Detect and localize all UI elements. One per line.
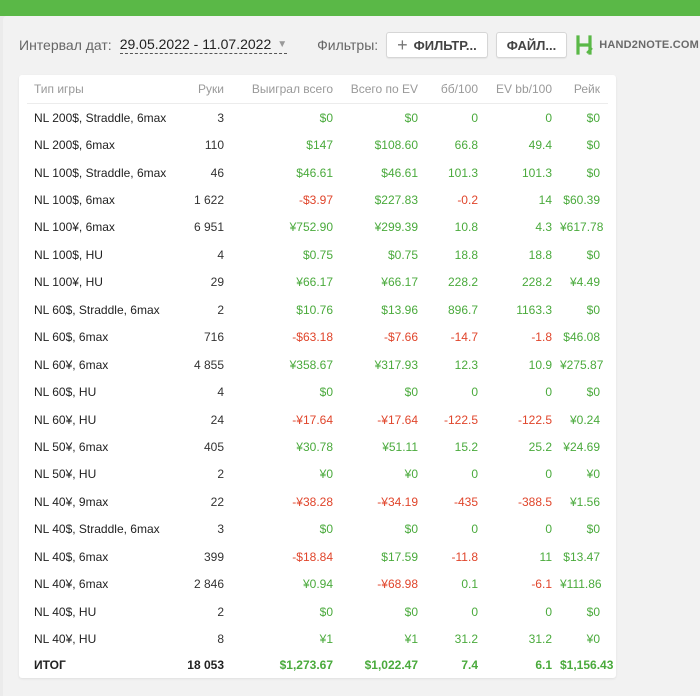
header-col-ev-total[interactable]: Всего по EV [341,75,426,104]
table-row[interactable] [27,516,608,543]
cell-col-ev-bb100: -6.1 [531,577,552,592]
cell-col-hands: 2 846 [193,577,224,592]
cell-col-hands: 3 [217,110,224,125]
cell-col-rake: $0 [586,302,600,317]
cell-col-game-type: NL 100¥, HU [34,275,103,290]
file-button[interactable] [496,32,567,58]
cell-col-won-total: $0 [319,604,333,619]
cell-col-hands: 1 622 [193,193,224,208]
cell-col-bb100: 0.1 [461,577,478,592]
stats-card [19,75,616,678]
total-col-won-total: $1,273.67 [279,657,333,672]
cell-col-hands: 24 [210,412,224,427]
cell-col-rake: ¥0 [586,467,600,482]
cell-col-game-type: NL 40¥, 6max [34,577,109,592]
cell-col-rake: ¥24.69 [563,439,600,454]
cell-col-rake: ¥0.24 [569,412,600,427]
cell-col-ev-total: $17.59 [381,549,418,564]
cell-col-rake: ¥0 [586,632,600,647]
cell-col-ev-bb100: -122.5 [517,412,552,427]
cell-col-game-type: NL 40$, HU [34,604,97,619]
cell-col-hands: 6 951 [193,220,224,235]
table-row[interactable] [27,296,608,323]
cell-col-game-type: NL 60¥, 6max [34,357,109,372]
table-total-row [27,653,608,677]
cell-col-won-total: ¥30.78 [296,439,333,454]
total-col-bb100: 7.4 [461,657,478,672]
cell-col-ev-bb100: 25.2 [528,439,552,454]
cell-col-won-total: -$3.97 [298,193,333,208]
cell-col-game-type: NL 60$, HU [34,385,97,400]
cell-col-ev-total: ¥1 [404,632,418,647]
cell-col-ev-total: $46.61 [381,165,418,180]
cell-col-bb100: 0 [471,604,478,619]
cell-col-ev-bb100: 11 [539,549,552,564]
cell-col-hands: 110 [204,138,224,153]
stats-table [27,75,614,677]
cell-col-ev-total: $0.75 [387,247,418,262]
cell-col-ev-total: -¥68.98 [377,577,418,592]
filter-bar [19,31,699,59]
table-header-row [27,75,608,104]
cell-col-rake: $0 [586,247,600,262]
cell-col-game-type: NL 40¥, 9max [34,494,109,509]
cell-col-ev-total: ¥66.17 [381,275,418,290]
cell-col-hands: 8 [217,632,224,647]
cell-col-ev-bb100: 14 [538,193,552,208]
cell-col-hands: 4 [217,385,224,400]
cell-col-bb100: -14.7 [450,330,478,345]
cell-col-bb100: 10.8 [454,220,478,235]
date-range-value: 29.05.2022 - 11.07.2022 [119,36,272,52]
cell-col-bb100: -11.8 [451,549,478,564]
table-row[interactable] [27,598,608,625]
cell-col-ev-bb100: -388.5 [517,494,552,509]
cell-col-won-total: ¥0.94 [302,577,333,592]
cell-col-game-type: NL 60¥, HU [34,412,97,427]
table-row[interactable] [27,324,608,351]
header-col-ev-bb100[interactable]: EV bb/100 [486,75,560,104]
cell-col-hands: 4 [217,247,224,262]
cell-col-ev-total: $0 [404,522,418,537]
cell-col-rake: ¥4.49 [569,275,600,290]
cell-col-ev-bb100: -1.8 [531,330,552,345]
filter-button[interactable] [386,32,488,58]
file-button-label: ФАЙЛ... [506,37,557,53]
cell-col-game-type: NL 100$, HU [34,247,103,262]
cell-col-game-type: NL 100¥, 6max [34,220,115,235]
filters-label: Фильтры: [317,37,379,53]
total-col-hands: 18 053 [187,657,224,672]
cell-col-game-type: NL 100$, Straddle, 6max [34,165,167,180]
total-col-game-type: ИТОГ [34,657,66,672]
cell-col-hands: 2 [217,302,224,317]
cell-col-ev-total: -¥34.19 [377,494,418,509]
cell-col-ev-total: $0 [404,385,418,400]
cell-col-rake: $0 [586,138,600,153]
cell-col-game-type: NL 60$, 6max [34,330,109,345]
cell-col-rake: $0 [586,385,600,400]
cell-col-won-total: $0 [319,522,333,537]
header-col-game-type[interactable]: Тип игры [27,75,184,104]
top-accent-bar [0,0,700,16]
cell-col-bb100: -0.2 [457,193,478,208]
total-col-rake: $1,156.43 [560,657,614,672]
cell-col-ev-total: ¥0 [404,467,418,482]
table-row[interactable] [27,351,608,378]
cell-col-won-total: ¥0 [319,467,333,482]
cell-col-ev-bb100: 0 [545,522,552,537]
table-row[interactable] [27,378,608,405]
cell-col-game-type: NL 40¥, HU [34,632,97,647]
cell-col-ev-bb100: 49.4 [528,138,552,153]
date-interval-label: Интервал дат: [19,37,112,53]
table-row[interactable] [27,570,608,597]
table-row[interactable] [27,488,608,515]
table-row[interactable] [27,159,608,186]
cell-col-hands: 405 [203,439,224,454]
cell-col-bb100: -122.5 [443,412,478,427]
table-row[interactable] [27,241,608,268]
cell-col-bb100: 101.3 [447,165,478,180]
cell-col-rake: $46.08 [563,330,600,345]
filter-button-label: ФИЛЬТР... [413,37,477,53]
cell-col-ev-total: -$7.66 [383,330,418,345]
cell-col-ev-total: $108.60 [374,138,418,153]
cell-col-game-type: NL 200$, Straddle, 6max [34,110,167,125]
table-row[interactable] [27,406,608,433]
cell-col-ev-bb100: 31.2 [528,632,552,647]
cell-col-won-total: $46.61 [296,165,333,180]
cell-col-won-total: ¥358.67 [289,357,333,372]
cell-col-won-total: ¥66.17 [296,275,333,290]
cell-col-rake: $0 [586,165,600,180]
cell-col-ev-total: ¥317.93 [374,357,418,372]
table-row[interactable] [27,104,608,132]
table-row[interactable] [27,543,608,570]
cell-col-won-total: $0 [319,110,333,125]
cell-col-hands: 2 [217,467,224,482]
cell-col-game-type: NL 40$, 6max [34,549,109,564]
cell-col-game-type: NL 50¥, 6max [34,439,109,454]
cell-col-rake: $0 [586,604,600,619]
hand2note-logo [575,35,699,55]
cell-col-rake: ¥275.87 [560,357,604,372]
cell-col-ev-total: $227.83 [374,193,418,208]
cell-col-won-total: -¥17.64 [292,412,333,427]
table-row[interactable] [27,186,608,213]
logo-text: HAND2NOTE.COM [599,39,699,51]
cell-col-ev-total: $13.96 [381,302,418,317]
cell-col-bb100: 0 [471,467,478,482]
cell-col-ev-total: -¥17.64 [377,412,418,427]
cell-col-hands: 2 [217,604,224,619]
cell-col-ev-bb100: 4.3 [535,220,552,235]
total-col-ev-bb100: 6.1 [535,657,552,672]
cell-col-ev-total: ¥51.11 [382,439,418,454]
cell-col-hands: 4 855 [193,357,224,372]
cell-col-hands: 29 [210,275,224,290]
cell-col-won-total: $0 [319,385,333,400]
cell-col-won-total: -¥38.28 [292,494,333,509]
total-col-ev-total: $1,022.47 [364,657,418,672]
cell-col-won-total: ¥1 [319,632,333,647]
cell-col-ev-bb100: 0 [545,110,552,125]
header-col-bb100[interactable]: бб/100 [426,75,486,104]
table-row[interactable] [27,269,608,296]
cell-col-bb100: 0 [471,522,478,537]
cell-col-bb100: 18.8 [454,247,478,262]
cell-col-bb100: 31.2 [454,632,478,647]
cell-col-ev-bb100: 0 [545,604,552,619]
header-col-hands[interactable]: Руки [184,75,232,104]
cell-col-game-type: NL 60$, Straddle, 6max [34,302,160,317]
cell-col-won-total: -$18.84 [292,549,333,564]
cell-col-bb100: 896.7 [447,302,478,317]
table-row[interactable] [27,131,608,158]
cell-col-ev-bb100: 18.8 [528,247,552,262]
cell-col-hands: 716 [203,330,224,345]
cell-col-bb100: 12.3 [454,357,478,372]
cell-col-hands: 46 [210,165,224,180]
cell-col-game-type: NL 200$, 6max [34,138,115,153]
cell-col-rake: ¥111.86 [560,577,602,592]
cell-col-bb100: 228.2 [447,275,478,290]
cell-col-game-type: NL 40$, Straddle, 6max [34,522,160,537]
cell-col-ev-total: ¥299.39 [374,220,418,235]
cell-col-rake: $0 [586,110,600,125]
table-row[interactable] [27,433,608,460]
cell-col-bb100: 15.2 [454,439,478,454]
cell-col-ev-bb100: 228.2 [521,275,552,290]
cell-col-rake: $0 [586,522,600,537]
cell-col-rake: ¥1.56 [569,494,600,509]
cell-col-hands: 399 [203,549,224,564]
cell-col-ev-bb100: 1163.3 [516,302,552,317]
cell-col-hands: 22 [210,494,224,509]
cell-col-won-total: ¥752.90 [289,220,333,235]
h-logo-icon [575,35,595,55]
cell-col-won-total: $10.76 [296,302,333,317]
cell-col-ev-bb100: 101.3 [521,165,552,180]
cell-col-bb100: 0 [471,110,478,125]
cell-col-ev-total: $0 [404,604,418,619]
cell-col-rake: ¥617.78 [560,220,604,235]
cell-col-game-type: NL 100$, 6max [34,193,115,208]
cell-col-rake: $13.47 [563,549,600,564]
chevron-down-icon: ▼ [277,38,288,50]
cell-col-game-type: NL 50¥, HU [34,467,97,482]
table-row[interactable] [27,625,608,652]
cell-col-ev-bb100: 0 [545,385,552,400]
date-range-picker[interactable] [120,36,287,54]
table-row[interactable] [27,214,608,241]
cell-col-rake: $60.39 [563,193,600,208]
cell-col-bb100: 0 [471,385,478,400]
cell-col-ev-total: $0 [404,110,418,125]
cell-col-ev-bb100: 10.9 [528,357,552,372]
cell-col-won-total: $0.75 [302,247,333,262]
cell-col-bb100: -435 [453,494,478,509]
cell-col-hands: 3 [217,522,224,537]
cell-col-ev-bb100: 0 [545,467,552,482]
header-col-won-total[interactable]: Выиграл всего [232,75,341,104]
header-col-rake[interactable]: Рейк [560,75,608,104]
cell-col-won-total: -$63.18 [292,330,333,345]
plus-icon: + [397,35,408,55]
cell-col-won-total: $147 [306,138,333,153]
table-row[interactable] [27,461,608,488]
cell-col-bb100: 66.8 [454,138,478,153]
